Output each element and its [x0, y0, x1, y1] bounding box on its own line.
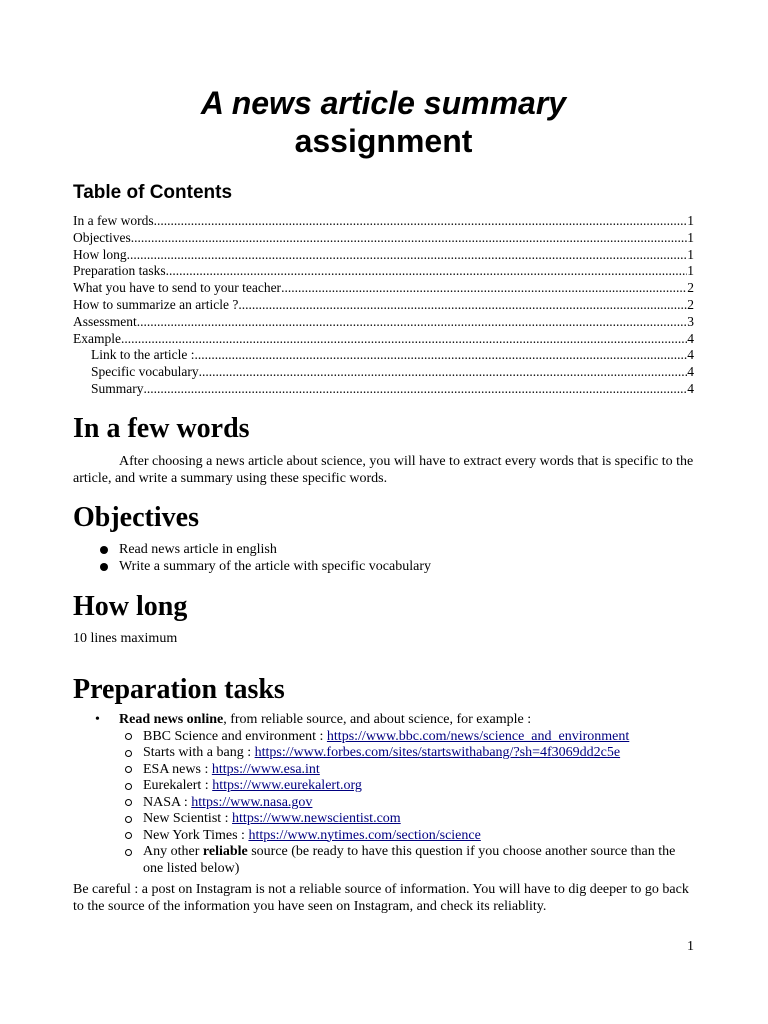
how-long-text: 10 lines maximum [73, 631, 178, 646]
toc-subentry[interactable]: Specific vocabulary ..... 4 [73, 364, 694, 381]
circle-bullet-icon [125, 816, 132, 823]
source-item: New Scientist : https://www.newscientist.com [119, 811, 694, 828]
section-heading-objectives: Objectives [73, 502, 199, 533]
source-item: ESA news : https://www.esa.int [119, 762, 694, 779]
circle-bullet-icon [125, 849, 132, 856]
toc-entry[interactable]: How long ..... 1 [73, 247, 694, 264]
source-link[interactable]: https://www.nasa.gov [191, 794, 313, 810]
title-line-2: assignment [294, 123, 473, 159]
section-heading-few-words: In a few words [73, 413, 250, 444]
list-item: • Read news online, from reliable source, and about science, for example : BBC Science and environment : https://www.bbc.com/news/science_and_environment Starts with a bang : https://www.forbes.com/sites/startswithabang/?sh=4f3069dd2c5e ESA news : https://www.esa.int Eurekalert : https://www.eurekalert.org NASA : https://www.nasa.gov New Scientist : https://www.newscientist.com New York Times : https://www.nytimes.com/section/science Any other reliable source (be ready to have this question if you choose another source than the one listed below) [73, 712, 694, 877]
source-item: BBC Science and environment : https://www.bbc.com/news/science_and_environment [119, 729, 694, 746]
source-link[interactable]: https://www.eurekalert.org [212, 778, 362, 793]
section-heading-preparation: Preparation tasks [73, 674, 285, 705]
circle-bullet-icon [125, 783, 132, 790]
document-title [73, 84, 694, 160]
bullet-icon [100, 563, 108, 571]
source-item: New York Times : https://www.nytimes.com/section/science [119, 828, 694, 845]
circle-bullet-icon [125, 733, 132, 740]
toc-entry[interactable]: How to summarize an article ? ..... 2 [73, 297, 694, 314]
title-line-1: A news article summary [200, 85, 567, 121]
list-item: Write a summary of the article with specific vocabulary [73, 558, 694, 575]
source-link[interactable]: https://www.newscientist.com [232, 811, 401, 826]
toc-entry[interactable]: Objectives ..... 1 [73, 230, 694, 247]
circle-bullet-icon [125, 832, 132, 839]
toc-entry[interactable]: Example ..... 4 [73, 331, 694, 348]
toc-subentry[interactable]: Summary ..... 4 [73, 381, 694, 398]
toc-entry[interactable]: What you have to send to your teacher ..... 2 [73, 280, 694, 297]
objectives-list [73, 541, 694, 575]
table-of-contents [73, 213, 694, 398]
sources-list [119, 729, 694, 878]
toc-entry[interactable]: Assessment ..... 3 [73, 314, 694, 331]
toc-entry[interactable]: Preparation tasks ..... 1 [73, 263, 694, 280]
page-number: 1 [687, 939, 694, 954]
few-words-paragraph: After choosing a news article about science, you will have to extract every words that is specific to the article, and write a summary using these specific words. [73, 454, 694, 486]
source-link[interactable]: https://www.esa.int [211, 761, 320, 777]
toc-heading: Table of Contents [73, 182, 233, 203]
list-item: Read news article in english [73, 541, 694, 558]
source-link[interactable]: https://www.nytimes.com/section/science [248, 827, 481, 843]
toc-subentry[interactable]: Link to the article : ..... 4 [73, 347, 694, 364]
careful-paragraph: Be careful : a post on Instagram is not a reliable source of information. You will have to dig deeper to go back to the source of the information you have seen on Instagram, and check its reliablity. [73, 882, 689, 914]
read-news-online-label: Read news online [119, 712, 224, 727]
source-item: Any other reliable source (be ready to have this question if you choose another source than the one listed below) [119, 844, 694, 877]
source-item: NASA : https://www.nasa.gov [119, 795, 694, 812]
toc-entry[interactable]: In a few words ..... 1 [73, 213, 694, 230]
source-item: Eurekalert : https://www.eurekalert.org [119, 778, 694, 795]
source-link[interactable]: https://www.bbc.com/news/science_and_environment [326, 728, 630, 744]
source-link[interactable]: https://www.forbes.com/sites/startswithabang/?sh=4f3069dd2c5e [254, 745, 621, 760]
bullet-icon: • [95, 712, 100, 727]
preparation-list [73, 712, 694, 877]
source-item: Starts with a bang : https://www.forbes.com/sites/startswithabang/?sh=4f3069dd2c5e [119, 745, 694, 762]
circle-bullet-icon [125, 799, 132, 806]
circle-bullet-icon [125, 750, 132, 757]
bullet-icon [100, 546, 108, 554]
circle-bullet-icon [125, 766, 132, 773]
section-heading-how-long: How long [73, 591, 188, 622]
